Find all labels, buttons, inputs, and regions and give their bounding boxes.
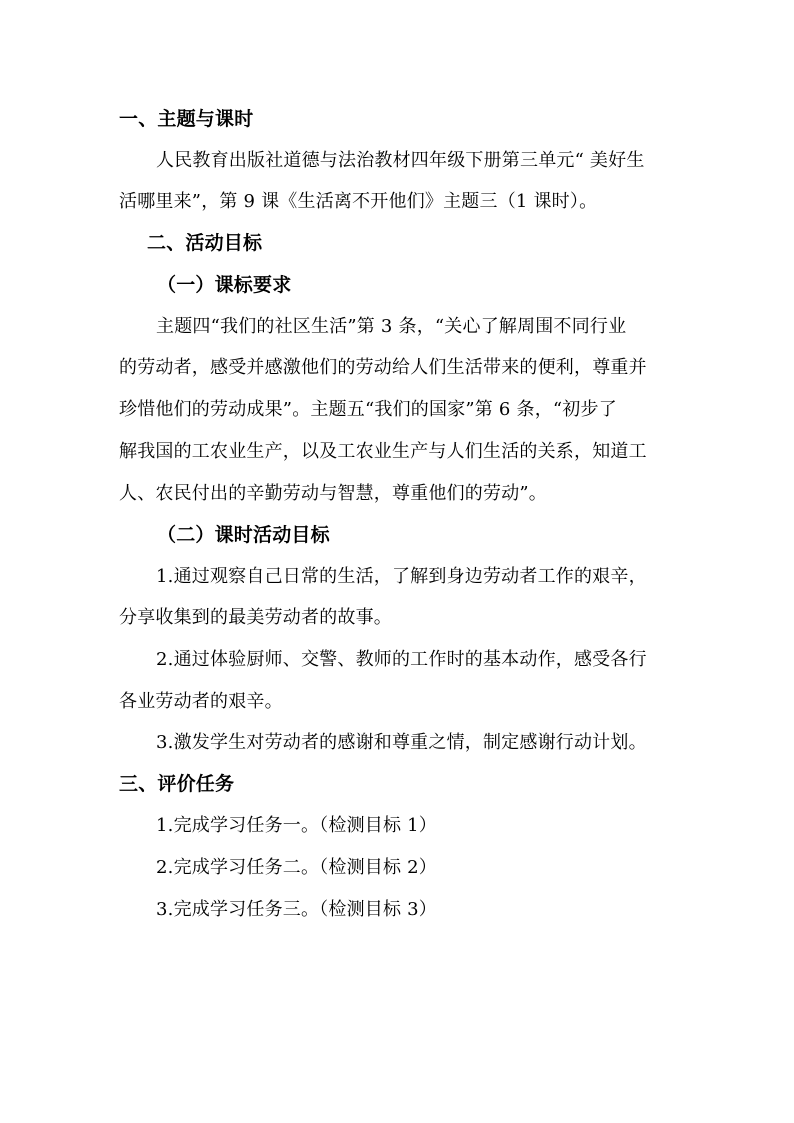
section-heading-evaluation-tasks: 三、评价任务: [119, 773, 235, 795]
goal-item-2-line-1: 2.通过体验厨师、交警、教师的工作时的基本动作，感受各行: [156, 649, 647, 670]
evaluation-task-item: 1.完成学习任务一。（检测目标 1）: [156, 815, 437, 836]
subheading-curriculum-requirements: （一）课标要求: [157, 274, 292, 296]
goal-item-3: 3.激发学生对劳动者的感谢和尊重之情，制定感谢行动计划。: [156, 732, 647, 753]
goal-item-2-line-2: 各业劳动者的艰辛。: [119, 691, 283, 712]
section-heading-topic-and-periods: 一、主题与课时: [119, 108, 254, 130]
evaluation-task-item: 2.完成学习任务二。（检测目标 2）: [156, 857, 437, 878]
paragraph-line: 解我国的工农业生产，以及工农业生产与人们生活的关系，知道工: [119, 441, 647, 462]
paragraph-line: 主题四“我们的社区生活”第 3 条，“关心了解周围不同行业: [156, 316, 627, 337]
section-heading-activity-goals: 二、活动目标: [147, 232, 263, 254]
goal-item-1-line-1: 1.通过观察自己日常的生活，了解到身边劳动者工作的艰辛，: [156, 566, 647, 587]
paragraph-line: 人民教育出版社道德与法治教材四年级下册第三单元“ 美好生: [156, 150, 645, 171]
paragraph-line: 的劳动者，感受并感激他们的劳动给人们生活带来的便利，尊重并: [119, 357, 647, 378]
evaluation-task-item: 3.完成学习任务三。（检测目标 3）: [156, 899, 437, 920]
paragraph-line: 人、农民付出的辛勤劳动与智慧，尊重他们的劳动”。: [119, 483, 547, 504]
paragraph-line: 活哪里来”，第 9 课《生活离不开他们》主题三（1 课时）。: [119, 191, 598, 212]
goal-item-1-line-2: 分享收集到的最美劳动者的故事。: [119, 607, 392, 628]
paragraph-line: 珍惜他们的劳动成果”。主题五“我们的国家”第 6 条，“初步了: [119, 399, 617, 420]
subheading-lesson-activity-goals: （二）课时活动目标: [157, 524, 330, 546]
